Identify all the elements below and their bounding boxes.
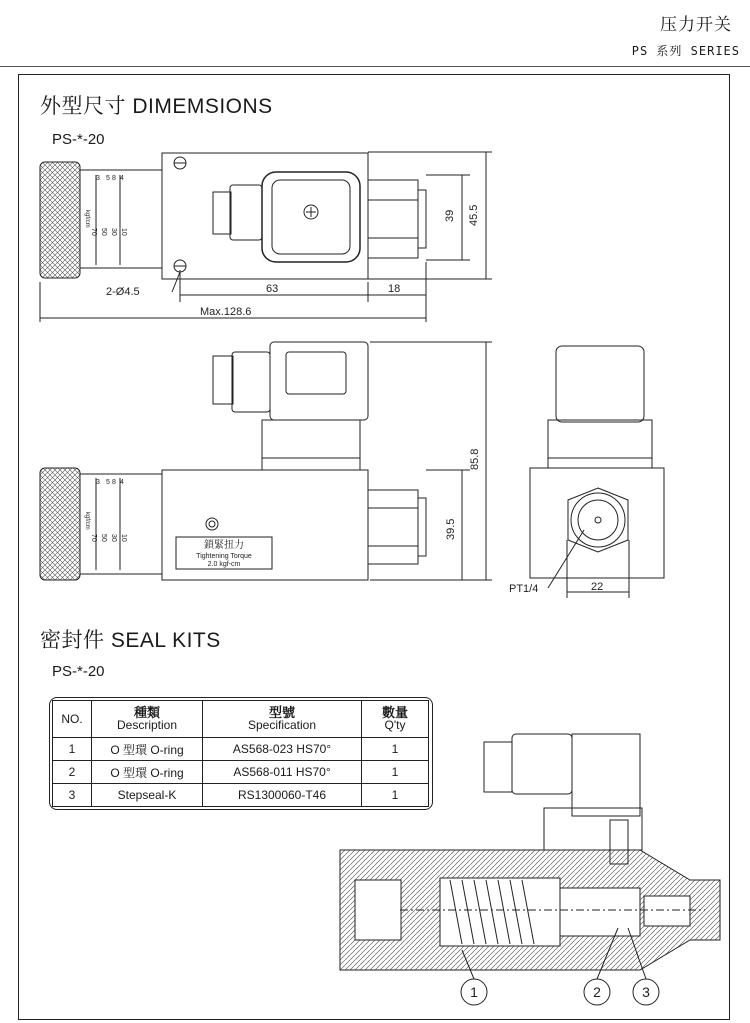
front-scale-tick-3: 8	[112, 479, 116, 486]
seal-kits-title: 密封件 SEAL KITS	[40, 629, 221, 652]
col-specification-en: Specification	[247, 718, 317, 732]
row-no: 1	[53, 738, 92, 761]
hex-fitting	[368, 180, 418, 258]
row-description: Stepseal-K	[92, 784, 203, 807]
top-scale-num-4: 70	[90, 228, 97, 236]
seal-kits-model: PS-*-20	[52, 663, 105, 680]
top-scale-tick-1: 3	[96, 175, 100, 182]
row-description: O 型環 O-ring	[92, 738, 203, 761]
row-no: 3	[53, 784, 92, 807]
dim-18: 18	[388, 283, 401, 295]
dim-22: 22	[591, 581, 604, 593]
row-quantity: 1	[362, 761, 429, 784]
front-scale-tick-1: 3	[96, 479, 100, 486]
col-specification-cn: 型號	[268, 705, 295, 720]
front-scale-unit: kgf/cm	[84, 512, 90, 530]
seal-table-header	[53, 701, 429, 738]
callout-3-label: 3	[642, 984, 650, 1000]
row-no: 2	[53, 761, 92, 784]
port-hex	[568, 488, 628, 552]
front-scale-tick-4: 4	[120, 479, 124, 486]
dim-39: 39	[444, 209, 456, 222]
col-description-cn: 種類	[133, 705, 160, 720]
col-quantity-cn: 數量	[381, 705, 408, 720]
row-specification: RS1300060-T46	[203, 784, 362, 807]
dim-hole: 2-Ø4.5	[106, 286, 140, 298]
dimensions-model: PS-*-20	[52, 131, 105, 148]
torque-label-en: Tightening Torque	[196, 553, 252, 560]
front-connector	[270, 342, 368, 420]
col-description-en: Description	[116, 718, 178, 732]
adjuster-sleeve	[80, 170, 162, 268]
top-scale-tick-4: 4	[120, 175, 124, 182]
dim-85-8: 85.8	[469, 448, 481, 470]
row-specification: AS568-011 HS70°	[203, 761, 362, 784]
table-row	[53, 784, 429, 807]
top-scale-num-2: 30	[110, 228, 117, 236]
top-scale-num-1: 10	[120, 228, 127, 236]
top-scale-unit: kgf/cm	[84, 210, 90, 228]
dim-63: 63	[266, 283, 279, 295]
dim-max: Max.128.6	[200, 306, 252, 318]
front-scale-num-4: 70	[90, 534, 97, 542]
front-scale-num-3: 50	[100, 534, 107, 542]
knob-knurled	[40, 162, 80, 278]
seal-kits-table	[52, 700, 429, 807]
series-label: PS 系列 SERIES	[631, 44, 740, 58]
page-header-title: 压力开关	[660, 15, 732, 34]
row-quantity: 1	[362, 784, 429, 807]
dim-39-5: 39.5	[445, 518, 457, 540]
front-scale-num-2: 30	[110, 534, 117, 542]
col-quantity-en: Q'ty	[384, 718, 406, 732]
top-scale-num-3: 50	[100, 228, 107, 236]
table-row	[53, 738, 429, 761]
torque-label-cn: 鎖緊扭力	[204, 540, 244, 551]
top-scale-tick-2: 5	[106, 175, 110, 182]
row-quantity: 1	[362, 738, 429, 761]
table-row	[53, 761, 429, 784]
row-description: O 型環 O-ring	[92, 761, 203, 784]
col-specification	[203, 701, 362, 738]
front-scale-tick-2: 5	[106, 479, 110, 486]
torque-label-value: 2.0 kgf-cm	[207, 561, 241, 568]
row-specification: AS568-023 HS70°	[203, 738, 362, 761]
callout-2-label: 2	[593, 984, 601, 1000]
dimensions-title: 外型尺寸 DIMEMSIONS	[40, 95, 273, 118]
port-label: PT1/4	[509, 583, 539, 595]
front-view-drawing	[40, 342, 492, 580]
dim-45-5: 45.5	[468, 204, 480, 226]
col-description	[92, 701, 203, 738]
col-quantity	[362, 701, 429, 738]
side-view-drawing	[530, 346, 664, 598]
col-no: NO.	[53, 701, 92, 738]
top-scale-tick-3: 8	[112, 175, 116, 182]
front-scale-num-1: 10	[120, 534, 127, 542]
callout-1-label: 1	[470, 984, 478, 1000]
